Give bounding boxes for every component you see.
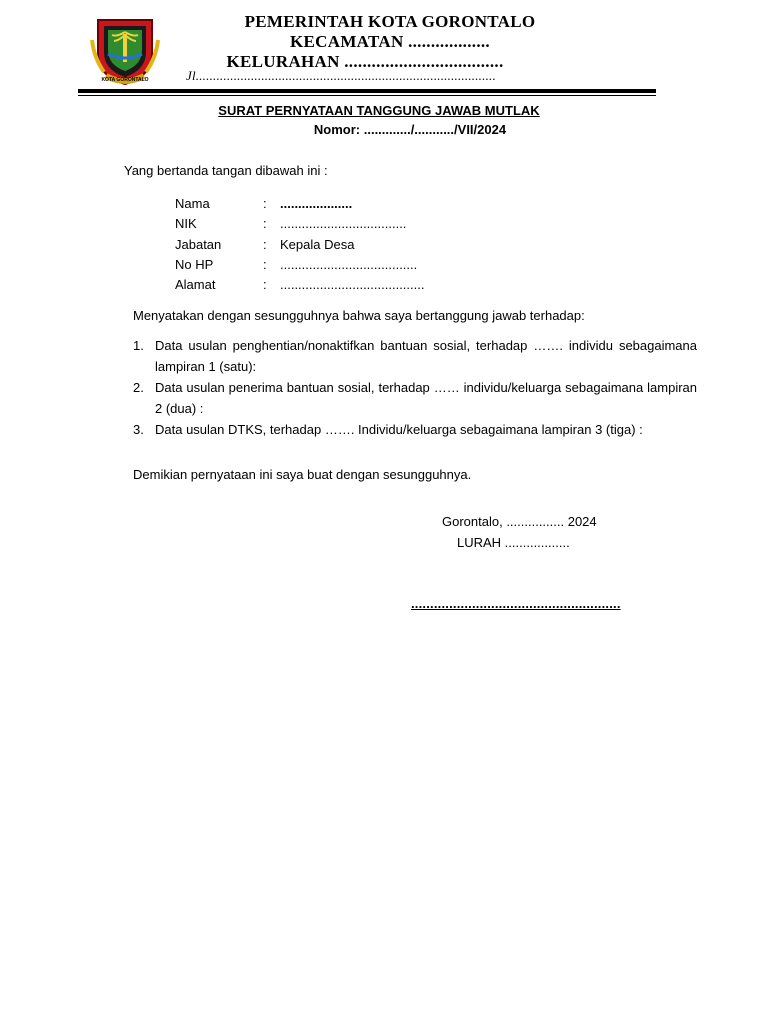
list-item-text: Data usulan DTKS, terhadap ……. Individu/keluarga sebagaimana lampiran 3 (tiga) :: [155, 422, 643, 437]
letterhead: [180, 12, 600, 72]
list-item: [133, 419, 697, 440]
field-value: ....................: [280, 196, 353, 211]
list-item: [133, 377, 697, 419]
document-title: SURAT PERNYATAAN TANGGUNG JAWAB MUTLAK: [218, 103, 540, 118]
intro-text: Yang bertanda tangan dibawah ini :: [124, 163, 328, 178]
field-separator: :: [263, 236, 267, 252]
field-label: Alamat: [175, 277, 216, 293]
subdistrict-name: KELURAHAN ...................................: [226, 52, 504, 71]
list-item-text: Data usulan penghentian/nonaktifkan bantuan sosial, terhadap ……. individu sebagaimana lampiran 1 (satu):: [155, 338, 697, 374]
district-name: KECAMATAN ..................: [290, 32, 490, 51]
list-item-number: 2.: [133, 380, 144, 395]
field-label: NIK: [175, 216, 197, 232]
identity-fields: [175, 194, 424, 295]
field-separator: :: [263, 256, 267, 272]
government-name: PEMERINTAH KOTA GORONTALO: [244, 12, 536, 31]
list-item-number: 3.: [133, 422, 144, 437]
field-value: ........................................: [280, 277, 425, 293]
list-item: [133, 335, 697, 377]
closing-text: Demikian pernyataan ini saya buat dengan sesungguhnya.: [133, 467, 472, 482]
list-item-text: Data usulan penerima bantuan sosial, terhadap …… individu/keluarga sebagaimana lampiran 2 (dua) :: [155, 380, 697, 416]
field-value: Kepala Desa: [280, 236, 355, 252]
list-item-number: 1.: [133, 338, 144, 353]
letterhead-divider-thick: [78, 89, 656, 93]
field-value: ...................................: [280, 216, 407, 232]
signature-place-date: Gorontalo, ................ 2024: [442, 514, 597, 529]
field-separator: :: [263, 216, 267, 232]
field-row-name: [175, 194, 424, 214]
field-label: No HP: [175, 256, 214, 272]
field-separator: :: [263, 277, 267, 293]
field-label: Jabatan: [175, 236, 222, 252]
city-emblem-logo: [90, 10, 160, 86]
letterhead-address: Jl.......................................................................................: [186, 68, 496, 83]
field-row-phone: [175, 255, 424, 275]
field-label: Nama: [175, 196, 210, 211]
statement-text: Menyatakan dengan sesungguhnya bahwa saya bertanggung jawab terhadap:: [133, 308, 585, 323]
document-number: Nomor: ............./.........../VII/2024: [313, 122, 507, 137]
letterhead-divider-thin: [78, 95, 656, 96]
field-row-position: [175, 235, 424, 255]
field-row-address: [175, 275, 424, 295]
field-row-nik: [175, 214, 424, 234]
field-value: ......................................: [280, 256, 418, 272]
field-separator: :: [263, 196, 267, 211]
signature-role: LURAH ..................: [457, 535, 570, 550]
signature-name: .......................................................: [411, 596, 621, 611]
svg-text:KOTA GORONTALO: KOTA GORONTALO: [101, 77, 149, 83]
responsibility-list: [133, 335, 697, 440]
